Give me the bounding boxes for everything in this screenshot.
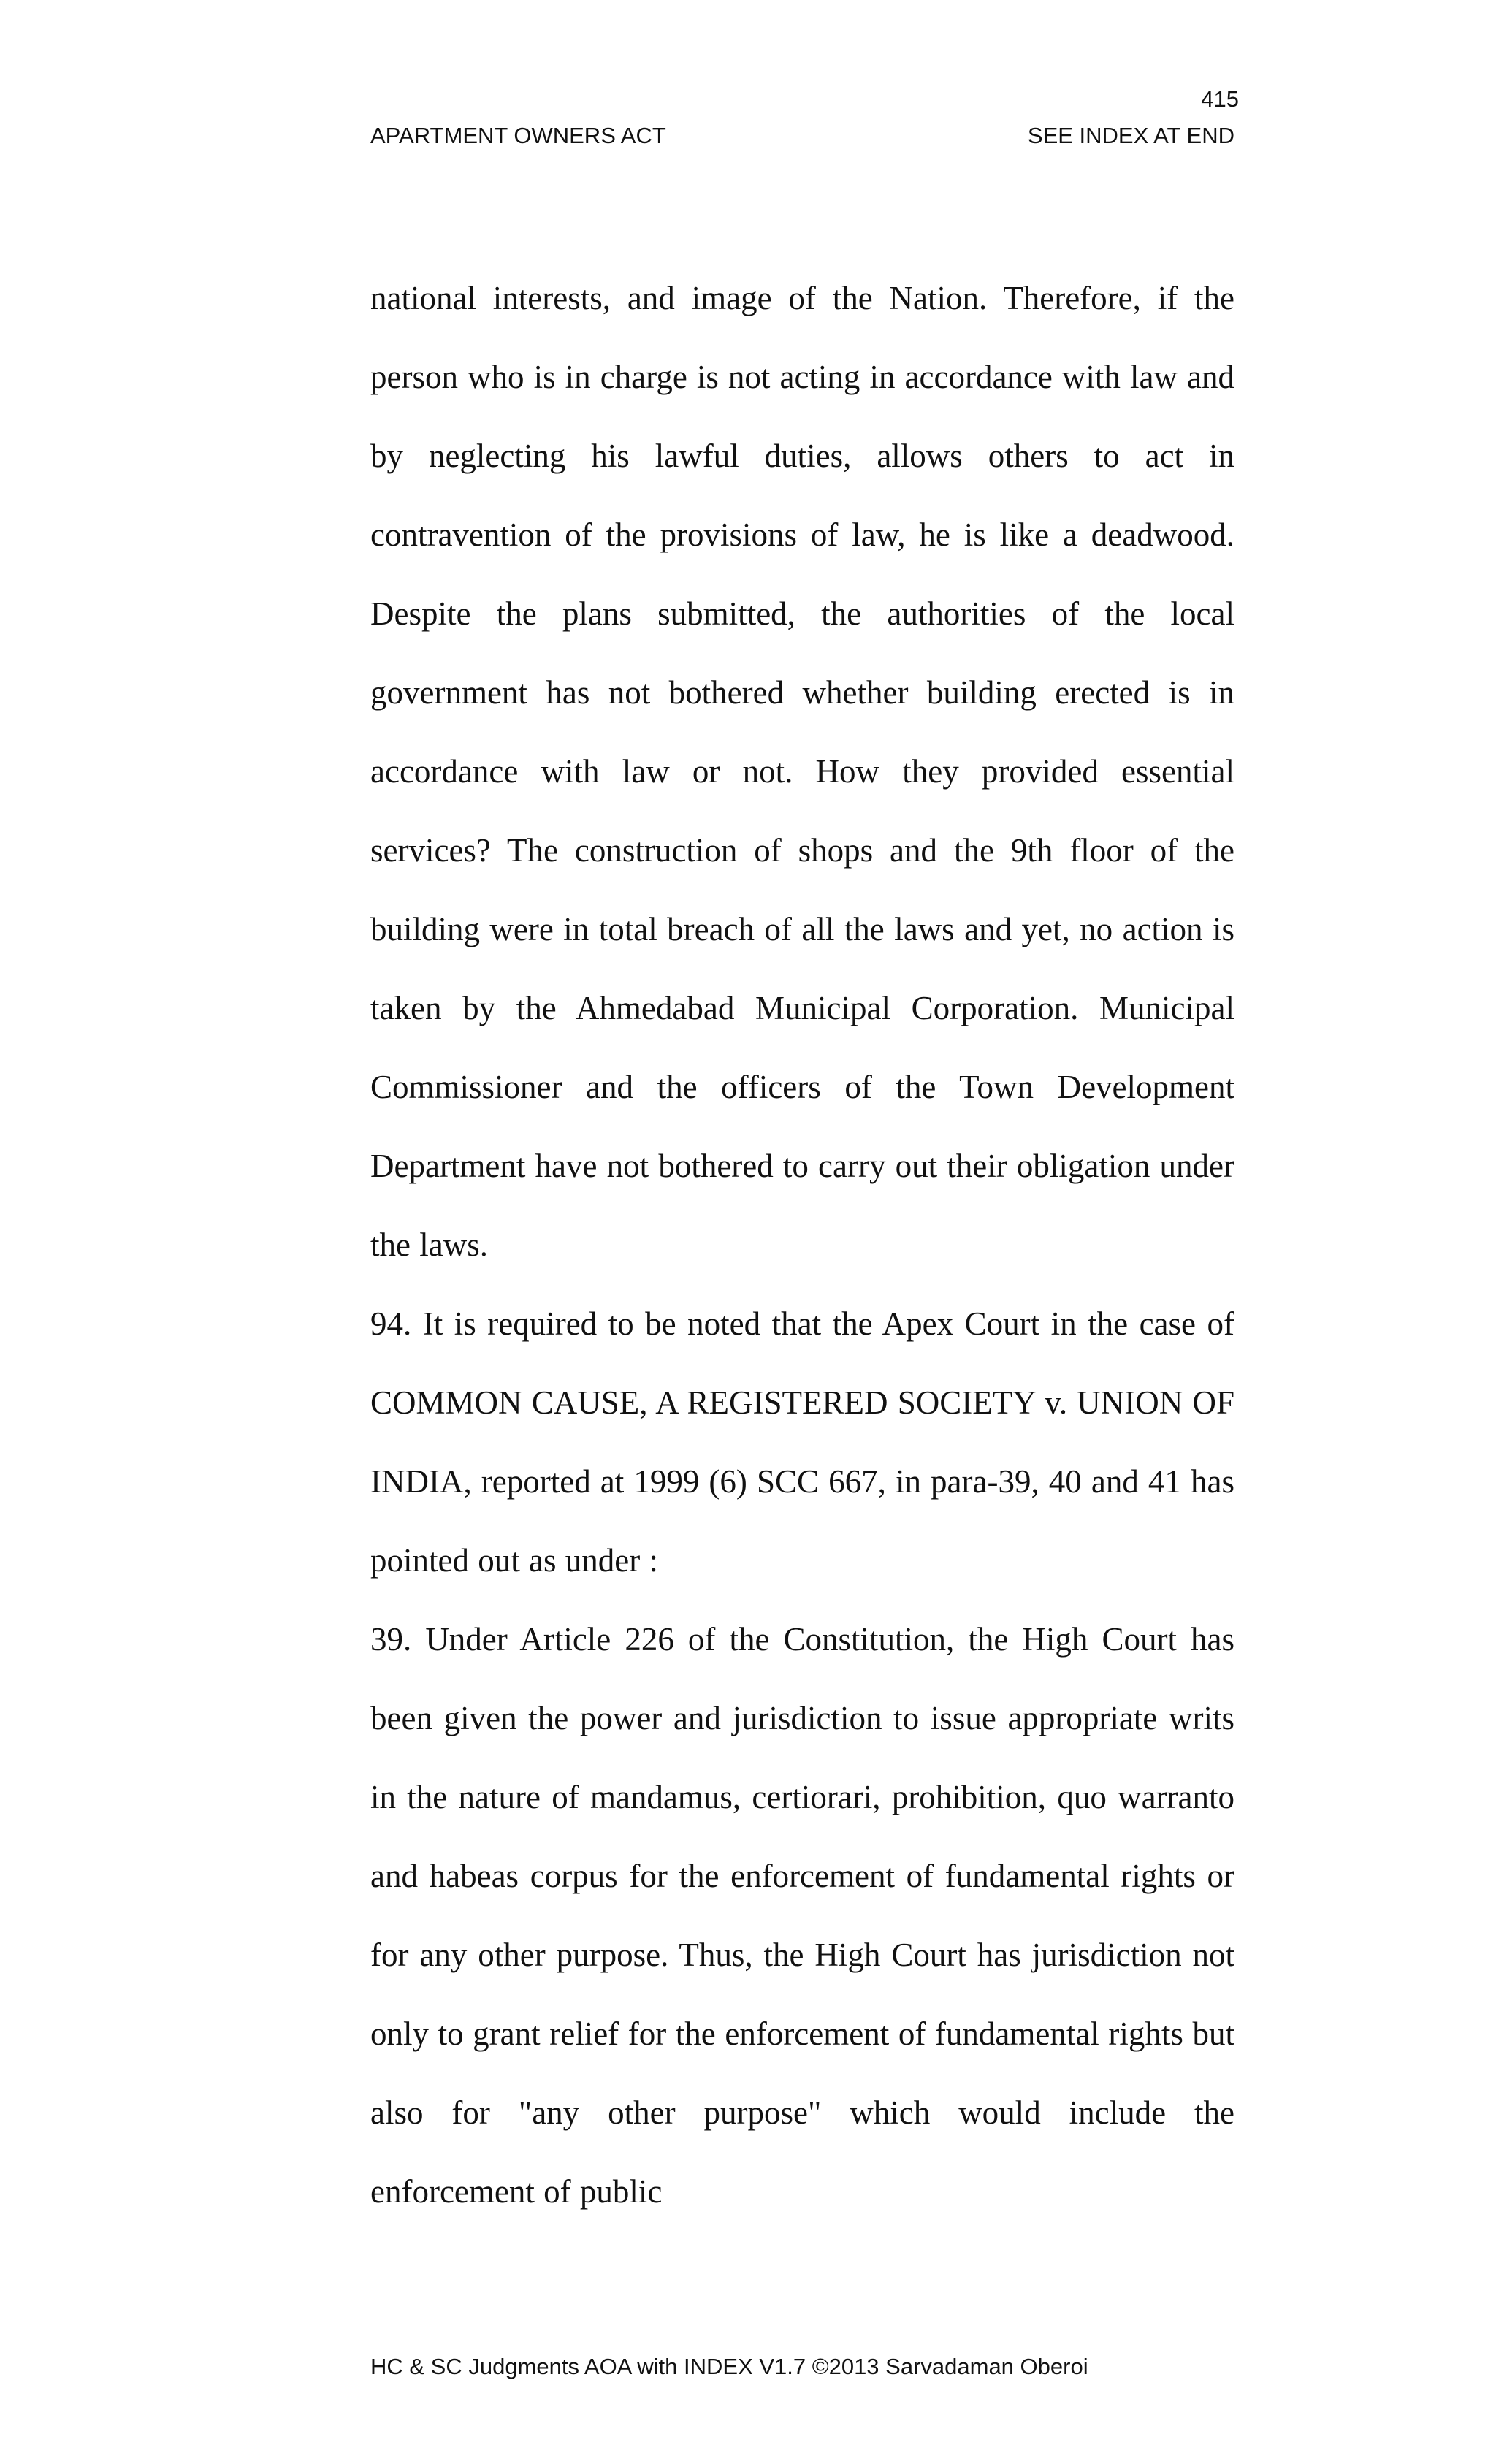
- paragraph-39-quote: 39. Under Article 226 of the Constitution, the High Court has been given the power and jurisdiction to issue appropriate writs in the nature of mandamus, certiorari, prohibition, quo warranto and habeas corpus for the enforcement of fundamental rights or for any other purpose. Thus, the High Court has jurisdiction not only to grant relief for the enforcement of fundamental rights but also for "any other purpose" which would include the enforcement of public: [370, 1621, 1234, 2210]
- running-header: [370, 121, 1234, 150]
- paragraph-94: 94. It is required to be noted that the Apex Court in the case of COMMON CAUSE, A REGISTERED SOCIETY v. UNION OF INDIA, reported at 1999 (6) SCC 667, in para-39, 40 and 41 has pointed out as under :: [370, 1305, 1234, 1579]
- page-footer: HC & SC Judgments AOA with INDEX V1.7 ©2013 Sarvadaman Oberoi: [370, 2354, 1088, 2379]
- header-right-note: SEE INDEX AT END: [1027, 123, 1234, 148]
- document-body: [370, 259, 1234, 2231]
- header-left-title: APARTMENT OWNERS ACT: [370, 123, 666, 148]
- page-number: 415: [1201, 86, 1239, 112]
- paragraph-continuation: national interests, and image of the Nation. Therefore, if the person who is in charge is not acting in accordance with law and by neglecting his lawful duties, allows others to act in contravention of the provisions of law, he is like a deadwood. Despite the plans submitted, the authorities of the local government has not bothered whether building erected is in accordance with law or not. How they provided essential services? The construction of shops and the 9th floor of the building were in total breach of all the laws and yet, no action is taken by the Ahmedabad Municipal Corporation. Municipal Commissioner and the officers of the Town Development Department have not bothered to carry out their obligation under the laws.: [370, 280, 1234, 1263]
